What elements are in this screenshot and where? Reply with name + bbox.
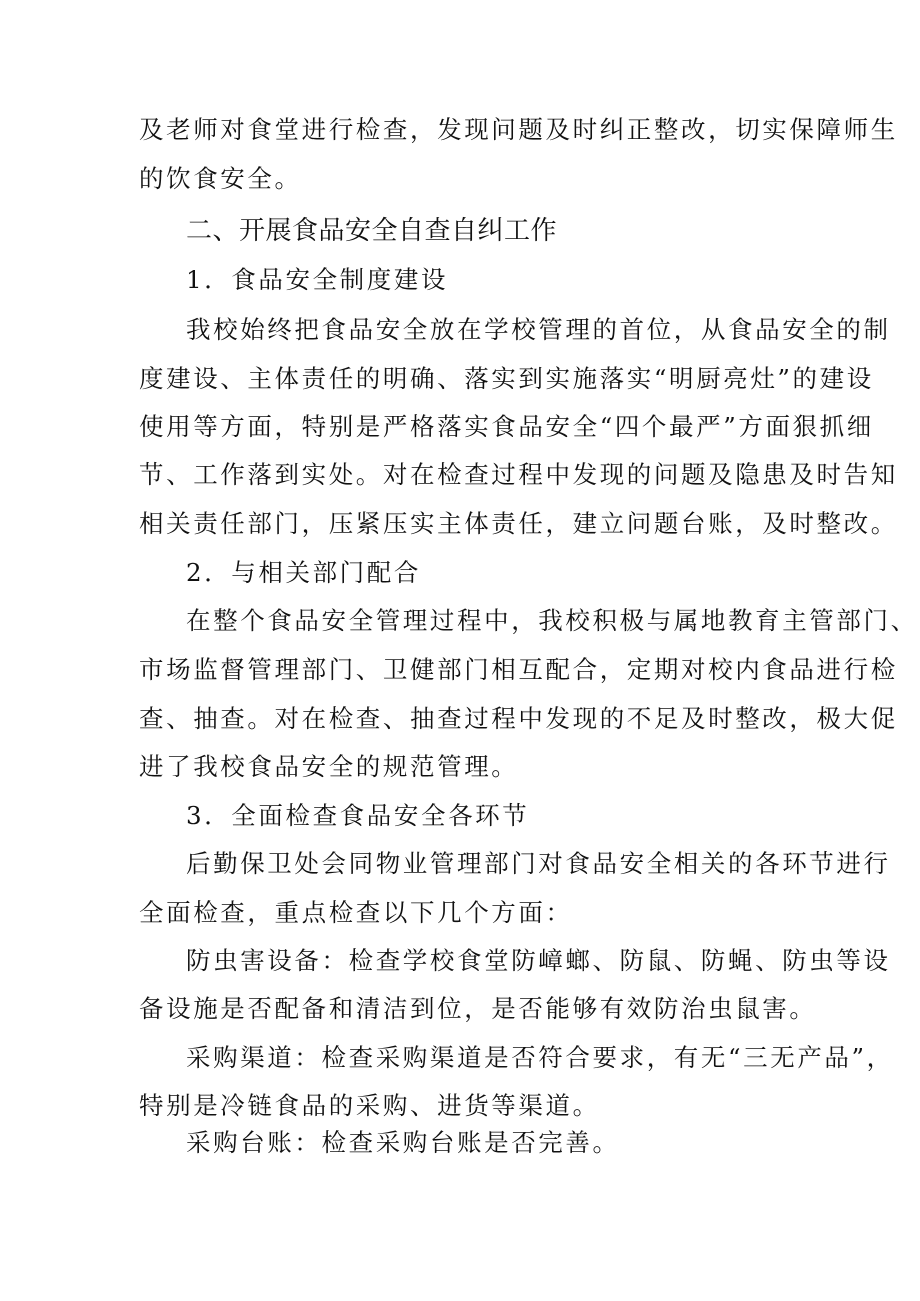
paragraph-line: 特别是冷链食品的采购、进货等渠道。 [139,1091,600,1120]
paragraph-line: 防虫害设备：检查学校食堂防嶂螂、防鼠、防蝇、防虫等设 [186,946,891,975]
subsection-heading: 1．食品安全制度建设 [186,265,449,294]
paragraph-line: 备设施是否配备和清洁到位，是否能够有效防治虫鼠害。 [139,994,817,1023]
paragraph-line: 相关责任部门，压紧压实主体责任，建立问题台账，及时整改。 [139,509,898,538]
subsection-heading: 2．与相关部门配合 [186,558,421,587]
paragraph-line: 市场监督管理部门、卫健部门相互配合，定期对校内食品进行检 [139,655,898,684]
paragraph-line: 在整个食品安全管理过程中，我校积极与属地教育主管部门、 [186,606,918,635]
paragraph-line: 我校始终把食品安全放在学校管理的首位，从食品安全的制 [186,315,891,344]
paragraph-line: 采购台账：检查采购台账是否完善。 [186,1128,620,1157]
subsection-heading: 3．全面检查食品安全各环节 [186,801,530,830]
paragraph-line: 查、抽查。对在检查、抽查过程中发现的不足及时整改，极大促 [139,704,898,733]
paragraph-line: 进了我校食品安全的规范管理。 [139,752,519,781]
paragraph-line: 及老师对食堂进行检查，发现问题及时纠正整改，切实保障师生 [139,115,898,144]
paragraph-line: 度建设、主体责任的明确、落实到实施落实“明厨亮灶”的建设 [139,364,874,393]
section-heading: 二、开展食品安全自查自纠工作 [186,216,558,246]
paragraph-line: 的饮食安全。 [139,164,302,193]
paragraph-line: 节、工作落到实处。对在检查过程中发现的问题及隐患及时告知 [139,460,898,489]
paragraph-line: 采购渠道：检查采购渠道是否符合要求，有无“三无产品”， [186,1043,894,1072]
paragraph-line: 使用等方面，特别是严格落实食品安全“四个最严”方面狠抓细 [139,412,874,441]
paragraph-line: 全面检查，重点检查以下几个方面： [139,898,573,927]
paragraph-line: 后勤保卫处会同物业管理部门对食品安全相关的各环节进行 [186,849,891,878]
